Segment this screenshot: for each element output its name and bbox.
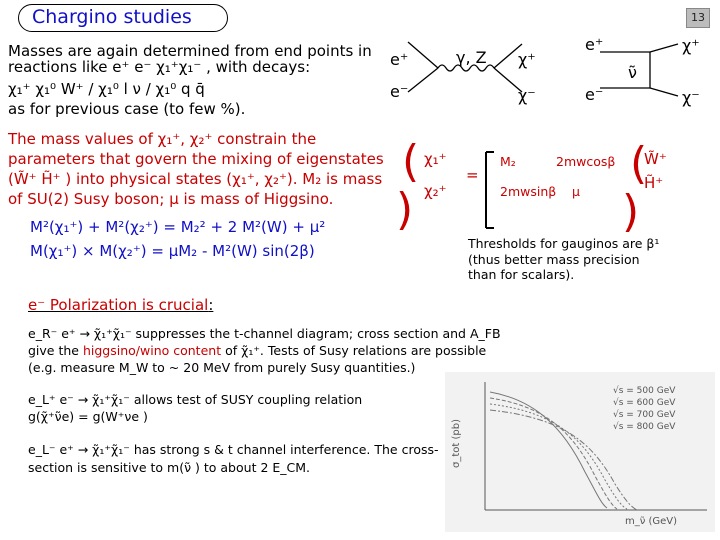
t-channel-chi-minus: χ⁻ (682, 88, 700, 107)
plot-legend-500: √s = 500 GeV (613, 386, 676, 396)
left-vector-paren-open: ( (402, 136, 420, 187)
plot-ylabel: σ_tot (pb) (451, 419, 462, 468)
left-vector-paren-close: ) (396, 184, 414, 235)
curve-700 (490, 404, 627, 509)
t-channel-eplus: e⁺ (585, 35, 604, 54)
polarization-p3-line-2: section is sensitive to m(ν̃ ) to about 2 E_CM. (28, 460, 311, 475)
polarization-p1-line-3: (e.g. measure M_W to ~ 20 MeV from purely Susy quantities.) (28, 360, 416, 375)
thresholds-line-1: Thresholds for gauginos are β¹ (468, 236, 660, 251)
polarization-p2-line-1: e_L⁺ e⁻ → χ̃₁⁺χ̃₁⁻ allows test of SUSY coupling relation (28, 392, 363, 407)
mixing-line-1: The mass values of χ₁⁺, χ₂⁺ constrain the (8, 130, 317, 148)
page-number: 13 (686, 8, 710, 28)
intro-line-4: as for previous case (to few %). (8, 100, 246, 118)
mass-sum-equation: M²(χ₁⁺) + M²(χ₂⁺) = M₂² + 2 M²(W) + μ² (30, 218, 326, 236)
t-channel-sneutrino: ν̃ (628, 63, 637, 82)
cross-section-plot-svg (445, 372, 715, 532)
plot-legend-700: √s = 700 GeV (613, 410, 676, 420)
thresholds-line-2: (thus better mass precision (468, 252, 640, 267)
mixing-line-4: of SU(2) Susy boson; μ is mass of Higgsino. (8, 190, 334, 208)
right-vector-paren-close: ) (622, 186, 640, 237)
matrix-m22: μ (572, 184, 580, 199)
polarization-p1-line-2 (28, 343, 486, 358)
t-channel-chi-plus: χ⁺ (682, 36, 700, 55)
s-channel-chi-minus: χ⁻ (518, 86, 536, 105)
matrix-chi1: χ₁⁺ (424, 150, 447, 168)
polarization-heading (28, 296, 213, 314)
t-channel-eminus: e⁻ (585, 85, 604, 104)
intro-line-2: reactions like e⁺ e⁻ χ₁⁺χ₁⁻ , with decays: (8, 58, 311, 76)
curve-500 (490, 392, 607, 508)
polarization-heading-text: e⁻ Polarization is crucial (28, 296, 209, 314)
s-channel-boson: γ, Z (456, 48, 487, 67)
matrix-higgsino: H̃⁺ (644, 174, 664, 192)
s-channel-eminus: e⁻ (390, 82, 409, 101)
s-channel-eplus: e⁺ (390, 50, 409, 69)
matrix-m11: M₂ (500, 154, 516, 169)
mixing-line-3: (W̃⁺ H̃⁺ ) into physical states (χ₁⁺, χ₂⁺). M₂ is mass (8, 170, 383, 188)
plot-legend-800: √s = 800 GeV (613, 422, 676, 432)
matrix-chi2: χ₂⁺ (424, 182, 447, 200)
right-vector-paren-open: ( (630, 138, 648, 189)
slide-title: Chargino studies (32, 6, 192, 28)
plot-legend-600: √s = 600 GeV (613, 398, 676, 408)
matrix-m21: 2mwsinβ (500, 184, 557, 199)
polarization-p2-line-2: g(χ̃⁺ν̃e) = g(W⁺νe ) (28, 409, 148, 424)
mass-product-equation: M(χ₁⁺) × M(χ₂⁺) = μM₂ - M²(W) sin(2β) (30, 242, 315, 260)
polarization-p3-line-1: e_L⁻ e⁺ → χ̃₁⁺χ̃₁⁻ has strong s & t channel interference. The cross- (28, 442, 439, 457)
curve-600 (490, 398, 617, 509)
polarization-heading-colon: : (208, 296, 214, 314)
matrix-m12: 2mwcosβ (556, 154, 616, 169)
intro-line-3: χ₁⁺ χ₁⁰ W⁺ / χ₁⁰ l ν / χ₁⁰ q q̄ (8, 80, 205, 98)
polarization-p1-line-1: e_R⁻ e⁺ → χ̃₁⁺χ̃₁⁻ suppresses the t-channel diagram; cross section and A_FB (28, 326, 501, 341)
matrix-equals: = (466, 166, 479, 184)
plot-xlabel: m_ν̃ (GeV) (625, 516, 678, 527)
polarization-p1-line-2a: give the (28, 343, 83, 358)
polarization-p1-line-2c: of χ̃₁⁺. Tests of Susy relations are possible (221, 343, 487, 358)
mixing-line-2: parameters that govern the mixing of eigenstates (8, 150, 384, 168)
thresholds-line-3: than for scalars). (468, 267, 575, 282)
intro-line-1: Masses are again determined from end points in (8, 42, 372, 60)
s-channel-chi-plus: χ⁺ (518, 50, 536, 69)
matrix-wino: W̃⁺ (644, 150, 667, 168)
higgsino-wino-content: higgsino/wino content (82, 343, 222, 358)
cross-section-plot (445, 372, 715, 532)
